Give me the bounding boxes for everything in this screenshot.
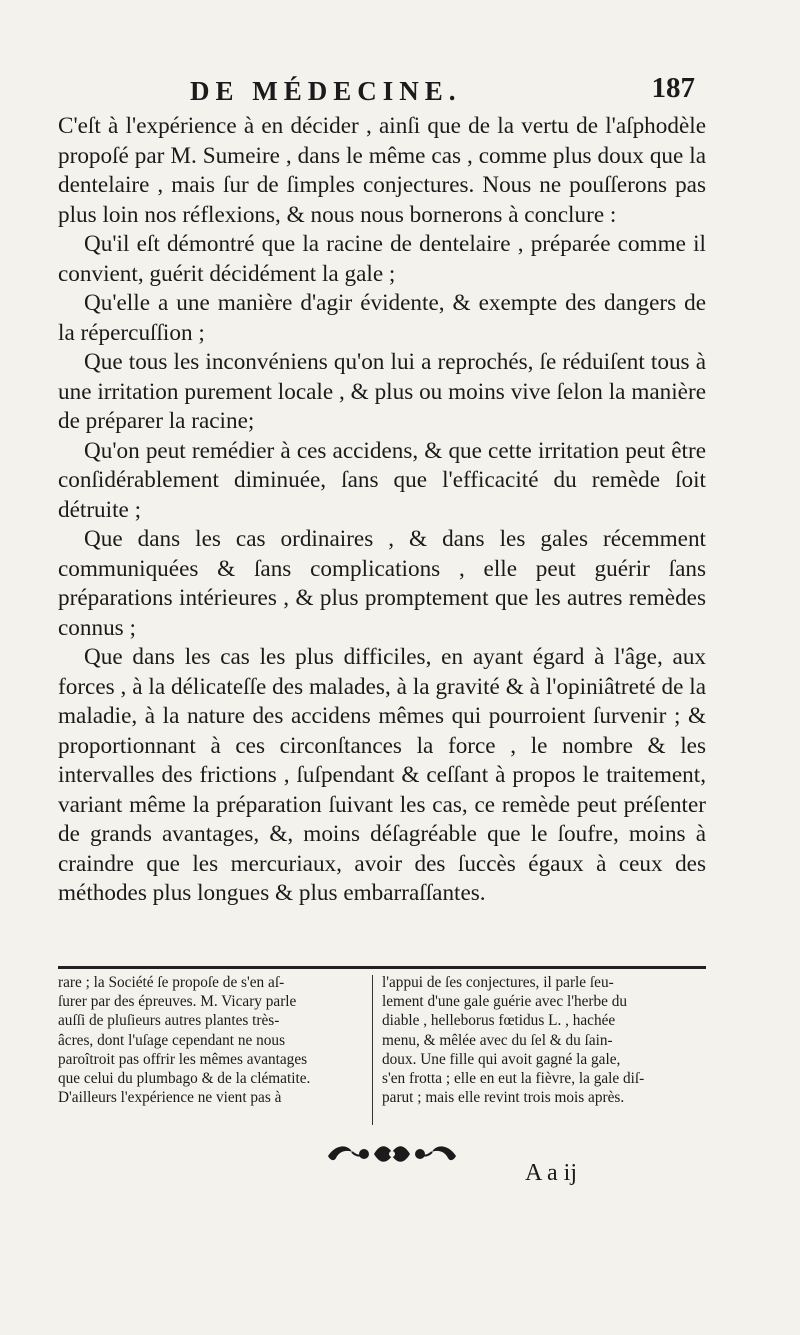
page-header [190,72,695,110]
footnote-left-line: âcres, dont l'uſage cependant ne nous [58,1031,286,1049]
footnote-left-line: que celui du plumbago & de la clématite. [58,1070,311,1088]
footnote-left-line: auſſi de pluſieurs autres plantes très- [58,1012,280,1030]
page-number: 187 [651,72,695,104]
paragraph-2: Qu'il eſt démontré que la racine de dentelaire , préparée comme il convient, guérit décidément la gale ; [58,231,706,287]
signature-mark: A a ij [525,1160,577,1186]
paragraph-7: Que dans les cas les plus difficiles, en ayant égard à l'âge, aux forces , à la délicateſſe des malades, à la gravité & à l'opiniâtreté de la maladie, à la nature des accidens mêmes qui pourroient ſurvenir ; & proportionnant à ces circonſtances la force , le nombre & les intervalles des frictions , ſuſpendant & ceſſant à propos le traitement, variant même la préparation ſuivant les cas, ce remède peut préſenter de grands avantages, &, moins déſagréable que le ſoufre, moins à craindre que les mercuriaux, avoir des ſuccès égaux à ceux des méthodes plus longues & plus embarraſſantes. [58,644,706,906]
footnote-left-line: D'ailleurs l'expérience ne vient pas à [58,1089,282,1107]
footnote-left-line: ſurer par des épreuves. M. Vicary parle [58,993,297,1011]
footnote-left-line: rare ; la Société ſe propoſe de s'en aſ- [58,974,285,991]
footnote-right-line: doux. Une fille qui avoit gagné la gale, [382,1050,621,1068]
footnote-right-line: s'en frotta ; elle en eut la fièvre, la gale diſ- [382,1070,645,1088]
paragraph-5: Qu'on peut remédier à ces accidens, & que cette irritation peut être conſidérablement diminuée, ſans que l'efficacité du remède ſoit détruite ; [58,437,706,523]
running-title: DE MÉDECINE. [190,76,462,106]
footnote-rule [58,966,706,969]
footnote-right-line: diable , helleborus fœtidus L. , hachée [382,1012,616,1030]
fleuron-ornament-icon [322,1138,462,1168]
footnote-left-line: paroîtroit pas offrir les mêmes avantages [58,1050,308,1068]
footnote-right-column [382,973,708,1107]
footnote-right-line: l'appui de ſes conjectures, il parle ſeu- [382,974,614,991]
footnote-column-divider [372,975,373,1125]
footnote-right-line: parut ; mais elle revint trois mois après. [382,1089,625,1107]
paragraph-4: Que tous les inconvéniens qu'on lui a reprochés, ſe réduiſent tous à une irritation purement locale , & plus ou moins vive ſelon la manière de préparer la racine; [58,349,706,434]
paragraph-6: Que dans les cas ordinaires , & dans les gales récemment communiquées & ſans complications , elle peut guérir ſans préparations intérieures , & plus promptement que les autres remèdes connus ; [58,526,706,641]
footnote-right-line: menu, & mêlée avec du ſel & du ſain- [382,1031,613,1049]
footnote-left-column [58,973,363,1107]
paragraph-1: C'eſt à l'expérience à en décider , ainſi que de la vertu de l'aſphodèle propoſé par M. Sumeire , dans le même cas , comme plus doux que la dentelaire , mais ſur de ſimples conjectures. Nous ne pouſſerons pas plus loin nos réflexions, & nous nous bornerons à conclure : [58,113,706,228]
footnote-right-line: lement d'une gale guérie avec l'herbe du [382,993,628,1011]
paragraph-3: Qu'elle a une manière d'agir évidente, & exempte des dangers de la répercuſſion ; [58,290,706,346]
main-text-body [58,112,706,909]
